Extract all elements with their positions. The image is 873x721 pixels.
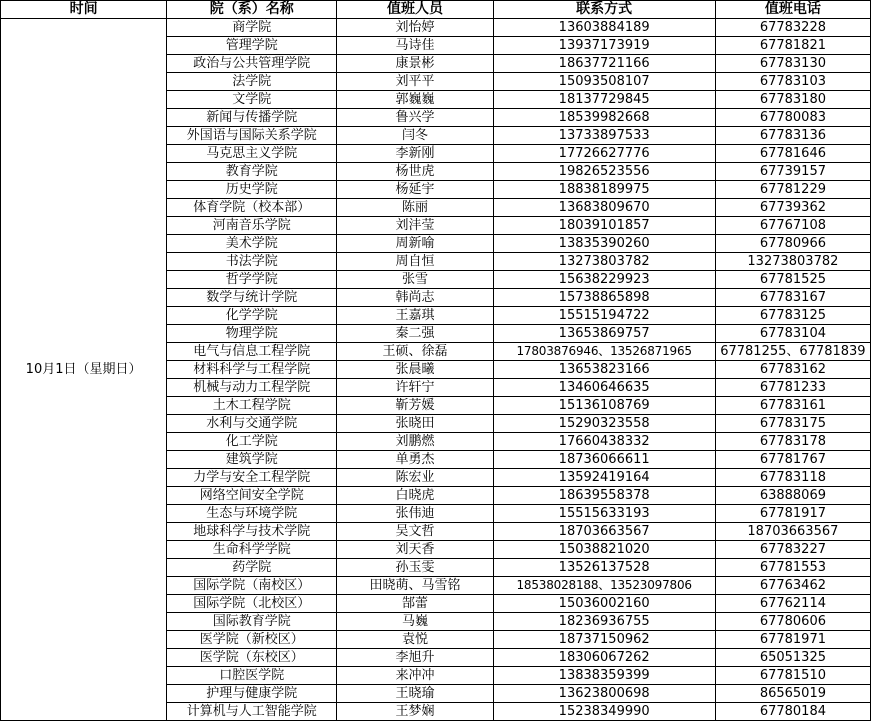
person-cell: 张晨曦: [337, 361, 493, 379]
contact-cell: 13733897533: [493, 127, 715, 145]
phone-cell: 67739157: [715, 163, 870, 181]
phone-cell: 67783118: [715, 469, 870, 487]
phone-cell: 67780083: [715, 109, 870, 127]
phone-cell: 67781229: [715, 181, 870, 199]
college-cell: 口腔医学院: [167, 667, 337, 685]
college-cell: 河南音乐学院: [167, 217, 337, 235]
contact-cell: 19826523556: [493, 163, 715, 181]
contact-cell: 13653869757: [493, 325, 715, 343]
person-cell: 靳芳媛: [337, 397, 493, 415]
college-cell: 教育学院: [167, 163, 337, 181]
phone-cell: 67781917: [715, 505, 870, 523]
header-phone: 值班电话: [715, 1, 870, 19]
person-cell: 周新喻: [337, 235, 493, 253]
contact-cell: 18736066611: [493, 451, 715, 469]
person-cell: 田晓萌、马雪铭: [337, 577, 493, 595]
person-cell: 王嘉琪: [337, 307, 493, 325]
person-cell: 许轩宁: [337, 379, 493, 397]
header-college: 院（系）名称: [167, 1, 337, 19]
contact-cell: 13937173919: [493, 37, 715, 55]
person-cell: 秦二强: [337, 325, 493, 343]
college-cell: 网络空间安全学院: [167, 487, 337, 505]
table-body: [1, 19, 871, 721]
college-cell: 美术学院: [167, 235, 337, 253]
person-cell: 王梦娴: [337, 703, 493, 721]
person-cell: 张伟迪: [337, 505, 493, 523]
person-cell: 杨世虎: [337, 163, 493, 181]
person-cell: 闫冬: [337, 127, 493, 145]
college-cell: 生态与环境学院: [167, 505, 337, 523]
contact-cell: 18737150962: [493, 631, 715, 649]
phone-cell: 67781525: [715, 271, 870, 289]
contact-cell: 18639558378: [493, 487, 715, 505]
contact-cell: 15038821020: [493, 541, 715, 559]
phone-cell: 67781767: [715, 451, 870, 469]
phone-cell: 67783136: [715, 127, 870, 145]
college-cell: 历史学院: [167, 181, 337, 199]
person-cell: 陈丽: [337, 199, 493, 217]
college-cell: 电气与信息工程学院: [167, 343, 337, 361]
person-cell: 来冲冲: [337, 667, 493, 685]
college-cell: 医学院（新校区）: [167, 631, 337, 649]
phone-cell: 67783180: [715, 91, 870, 109]
college-cell: 材料科学与工程学院: [167, 361, 337, 379]
contact-cell: 15515633193: [493, 505, 715, 523]
person-cell: 韩尚志: [337, 289, 493, 307]
date-cell: 10月1日（星期日）: [1, 19, 167, 721]
person-cell: 王晓瑜: [337, 685, 493, 703]
college-cell: 数学与统计学院: [167, 289, 337, 307]
person-cell: 张晓田: [337, 415, 493, 433]
college-cell: 国际教育学院: [167, 613, 337, 631]
contact-cell: 15093508107: [493, 73, 715, 91]
contact-cell: 17803876946、13526871965: [493, 343, 715, 361]
contact-cell: 15638229923: [493, 271, 715, 289]
college-cell: 新闻与传播学院: [167, 109, 337, 127]
college-cell: 文学院: [167, 91, 337, 109]
phone-cell: 67739362: [715, 199, 870, 217]
phone-cell: 67763462: [715, 577, 870, 595]
phone-cell: 67762114: [715, 595, 870, 613]
person-cell: 李新刚: [337, 145, 493, 163]
person-cell: 刘鹏燃: [337, 433, 493, 451]
phone-cell: 67783227: [715, 541, 870, 559]
phone-cell: 67783103: [715, 73, 870, 91]
contact-cell: 13526137528: [493, 559, 715, 577]
contact-cell: 13623800698: [493, 685, 715, 703]
contact-cell: 18306067262: [493, 649, 715, 667]
person-cell: 陈宏业: [337, 469, 493, 487]
phone-cell: 67783228: [715, 19, 870, 37]
contact-cell: 13683809670: [493, 199, 715, 217]
person-cell: 刘沣莹: [337, 217, 493, 235]
college-cell: 力学与安全工程学院: [167, 469, 337, 487]
person-cell: 郭巍巍: [337, 91, 493, 109]
college-cell: 外国语与国际关系学院: [167, 127, 337, 145]
person-cell: 李旭升: [337, 649, 493, 667]
contact-cell: 13653823166: [493, 361, 715, 379]
person-cell: 周自恒: [337, 253, 493, 271]
phone-cell: 67781821: [715, 37, 870, 55]
table-row: [1, 19, 871, 37]
contact-cell: 18236936755: [493, 613, 715, 631]
phone-cell: 67780184: [715, 703, 870, 721]
college-cell: 管理学院: [167, 37, 337, 55]
college-cell: 政治与公共管理学院: [167, 55, 337, 73]
person-cell: 杨延宇: [337, 181, 493, 199]
contact-cell: 13838359399: [493, 667, 715, 685]
phone-cell: 65051325: [715, 649, 870, 667]
contact-cell: 13460646635: [493, 379, 715, 397]
contact-cell: 13592419164: [493, 469, 715, 487]
person-cell: 郜蕾: [337, 595, 493, 613]
college-cell: 国际学院（北校区）: [167, 595, 337, 613]
phone-cell: 18703663567: [715, 523, 870, 541]
phone-cell: 67781971: [715, 631, 870, 649]
phone-cell: 67781233: [715, 379, 870, 397]
contact-cell: 15290323558: [493, 415, 715, 433]
college-cell: 机械与动力工程学院: [167, 379, 337, 397]
college-cell: 化学学院: [167, 307, 337, 325]
phone-cell: 67783167: [715, 289, 870, 307]
phone-cell: 67767108: [715, 217, 870, 235]
phone-cell: 67783162: [715, 361, 870, 379]
header-person: 值班人员: [337, 1, 493, 19]
contact-cell: 13273803782: [493, 253, 715, 271]
college-cell: 医学院（东校区）: [167, 649, 337, 667]
contact-cell: 18039101857: [493, 217, 715, 235]
phone-cell: 67783125: [715, 307, 870, 325]
person-cell: 吴文哲: [337, 523, 493, 541]
college-cell: 商学院: [167, 19, 337, 37]
contact-cell: 18539982668: [493, 109, 715, 127]
header-row: [1, 1, 871, 19]
phone-cell: 67783104: [715, 325, 870, 343]
person-cell: 康景彬: [337, 55, 493, 73]
college-cell: 药学院: [167, 559, 337, 577]
phone-cell: 67781553: [715, 559, 870, 577]
contact-cell: 13603884189: [493, 19, 715, 37]
phone-cell: 67781255、67781839: [715, 343, 870, 361]
contact-cell: 15738865898: [493, 289, 715, 307]
college-cell: 化工学院: [167, 433, 337, 451]
person-cell: 刘平平: [337, 73, 493, 91]
college-cell: 书法学院: [167, 253, 337, 271]
phone-cell: 67783175: [715, 415, 870, 433]
person-cell: 孙玉雯: [337, 559, 493, 577]
person-cell: 王硕、徐磊: [337, 343, 493, 361]
person-cell: 刘天香: [337, 541, 493, 559]
contact-cell: 18637721166: [493, 55, 715, 73]
person-cell: 袁悦: [337, 631, 493, 649]
person-cell: 马诗佳: [337, 37, 493, 55]
college-cell: 护理与健康学院: [167, 685, 337, 703]
person-cell: 白晓虎: [337, 487, 493, 505]
person-cell: 马巍: [337, 613, 493, 631]
person-cell: 刘怡婷: [337, 19, 493, 37]
contact-cell: 13835390260: [493, 235, 715, 253]
college-cell: 法学院: [167, 73, 337, 91]
contact-cell: 18137729845: [493, 91, 715, 109]
person-cell: 单勇杰: [337, 451, 493, 469]
college-cell: 物理学院: [167, 325, 337, 343]
contact-cell: 18838189975: [493, 181, 715, 199]
phone-cell: 63888069: [715, 487, 870, 505]
college-cell: 生命科学学院: [167, 541, 337, 559]
contact-cell: 15238349990: [493, 703, 715, 721]
college-cell: 建筑学院: [167, 451, 337, 469]
college-cell: 水利与交通学院: [167, 415, 337, 433]
phone-cell: 67783130: [715, 55, 870, 73]
person-cell: 鲁兴学: [337, 109, 493, 127]
person-cell: 张雪: [337, 271, 493, 289]
college-cell: 国际学院（南校区）: [167, 577, 337, 595]
college-cell: 哲学学院: [167, 271, 337, 289]
contact-cell: 15515194722: [493, 307, 715, 325]
phone-cell: 67783178: [715, 433, 870, 451]
contact-cell: 18703663567: [493, 523, 715, 541]
phone-cell: 86565019: [715, 685, 870, 703]
phone-cell: 67780606: [715, 613, 870, 631]
phone-cell: 67783161: [715, 397, 870, 415]
phone-cell: 13273803782: [715, 253, 870, 271]
college-cell: 土木工程学院: [167, 397, 337, 415]
header-time: 时间: [1, 1, 167, 19]
college-cell: 计算机与人工智能学院: [167, 703, 337, 721]
college-cell: 地球科学与技术学院: [167, 523, 337, 541]
contact-cell: 17660438332: [493, 433, 715, 451]
college-cell: 马克思主义学院: [167, 145, 337, 163]
contact-cell: 15136108769: [493, 397, 715, 415]
college-cell: 体育学院（校本部）: [167, 199, 337, 217]
header-contact: 联系方式: [493, 1, 715, 19]
phone-cell: 67781510: [715, 667, 870, 685]
contact-cell: 15036002160: [493, 595, 715, 613]
contact-cell: 18538028188、13523097806: [493, 577, 715, 595]
phone-cell: 67780966: [715, 235, 870, 253]
phone-cell: 67781646: [715, 145, 870, 163]
contact-cell: 17726627776: [493, 145, 715, 163]
